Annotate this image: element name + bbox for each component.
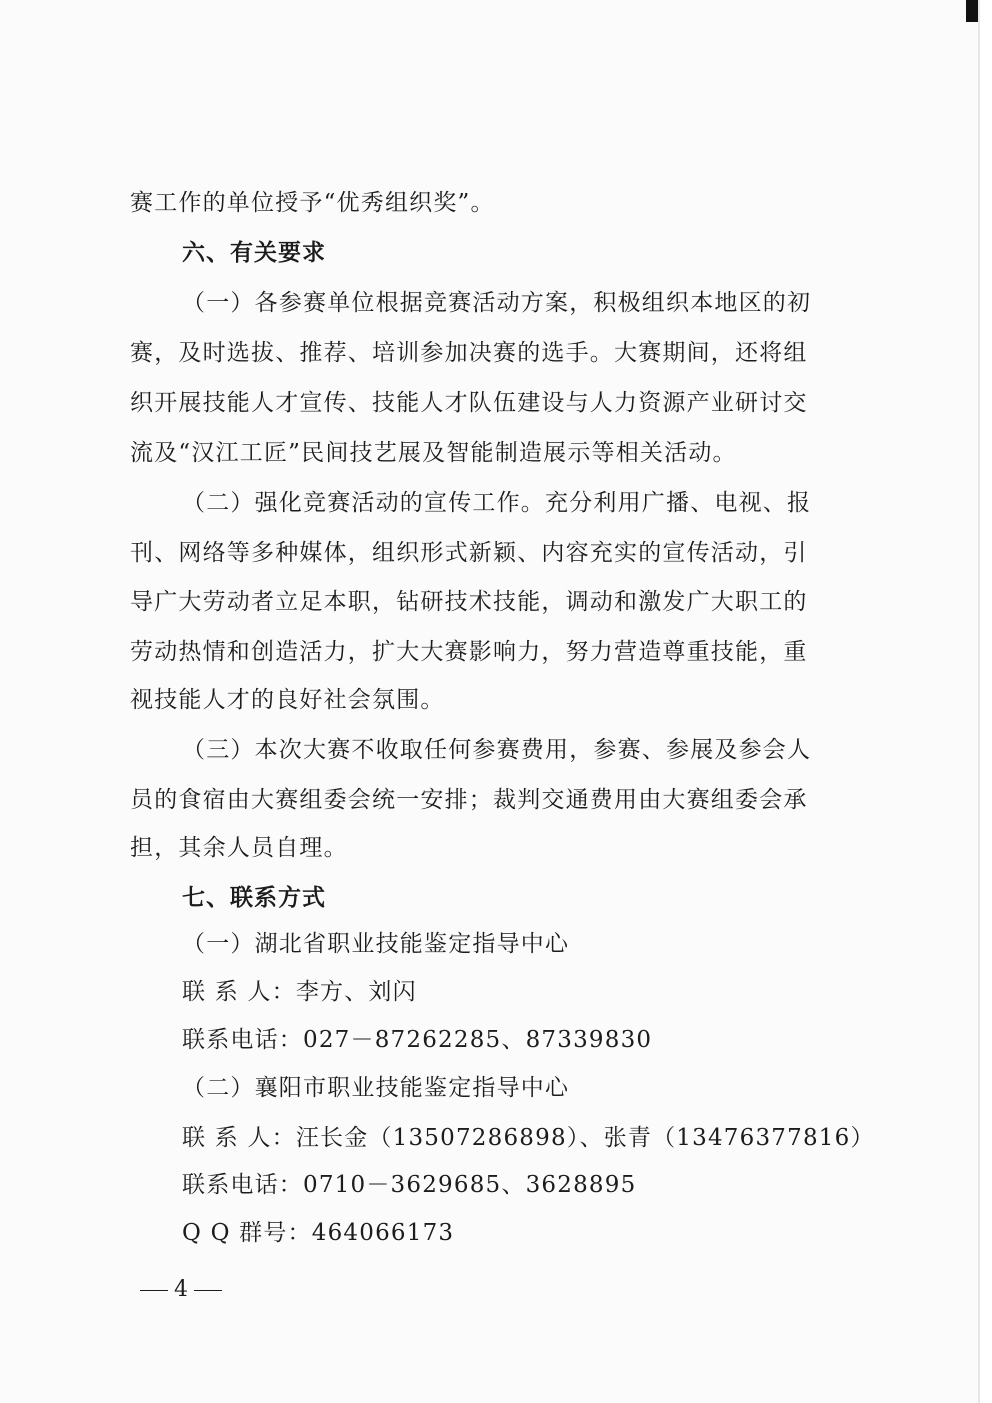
text-line-req1-b: 赛，及时选拔、推荐、培训参加决赛的选手。大赛期间，还将组: [130, 340, 808, 366]
contact-org-hubei: （一）湖北省职业技能鉴定指导中心: [182, 931, 570, 957]
text-line-req3-b: 员的食宿由大赛组委会统一安排；裁判交通费用由大赛组委会承: [130, 787, 808, 813]
section-heading-requirements: 六、有关要求: [182, 240, 326, 266]
text-line-req1-d: 流及“汉江工匠”民间技艺展及智能制造展示等相关活动。: [130, 440, 737, 466]
text-line-req2-c: 导广大劳动者立足本职，钻研技术技能，调动和激发广大职工的: [130, 589, 808, 615]
text-line-req3-c: 担，其余人员自理。: [130, 835, 348, 861]
contact-phone-xiangyang: 联系电话：0710－3629685、3628895: [182, 1172, 637, 1198]
footer-dash-left: [140, 1290, 168, 1291]
text-line-req2-e: 视技能人才的良好社会氛围。: [130, 687, 445, 713]
contact-person-xiangyang: 联 系 人：汪长金（13507286898）、张青（13476377816）: [182, 1125, 875, 1151]
section-heading-contact: 七、联系方式: [182, 885, 326, 911]
text-line-award: 赛工作的单位授予“优秀组织奖”。: [130, 190, 495, 216]
contact-person-hubei: 联 系 人：李方、刘闪: [182, 979, 417, 1005]
text-line-req2-b: 刊、网络等多种媒体，组织形式新颖、内容充实的宣传活动，引: [130, 540, 808, 566]
footer-dash-right: [194, 1290, 222, 1291]
text-line-req2-d: 劳动热情和创造活力，扩大大赛影响力，努力营造尊重技能，重: [130, 639, 808, 665]
contact-phone-hubei: 联系电话：027－87262285、87339830: [182, 1027, 653, 1053]
page-footer: [140, 1276, 222, 1304]
contact-qq-group: Q Q 群号：464066173: [182, 1220, 455, 1246]
page-number: 4: [174, 1277, 188, 1302]
text-line-req1-a: （一）各参赛单位根据竞赛活动方案，积极组织本地区的初: [182, 290, 812, 316]
text-line-req1-c: 织开展技能人才宣传、技能人才队伍建设与人力资源产业研讨交: [130, 390, 808, 416]
text-line-req2-a: （二）强化竞赛活动的宣传工作。充分利用广播、电视、报: [182, 490, 812, 516]
text-line-req3-a: （三）本次大赛不收取任何参赛费用，参赛、参展及参会人: [182, 737, 812, 763]
scan-edge-mark: [966, 0, 978, 22]
contact-org-xiangyang: （二）襄阳市职业技能鉴定指导中心: [182, 1075, 570, 1101]
